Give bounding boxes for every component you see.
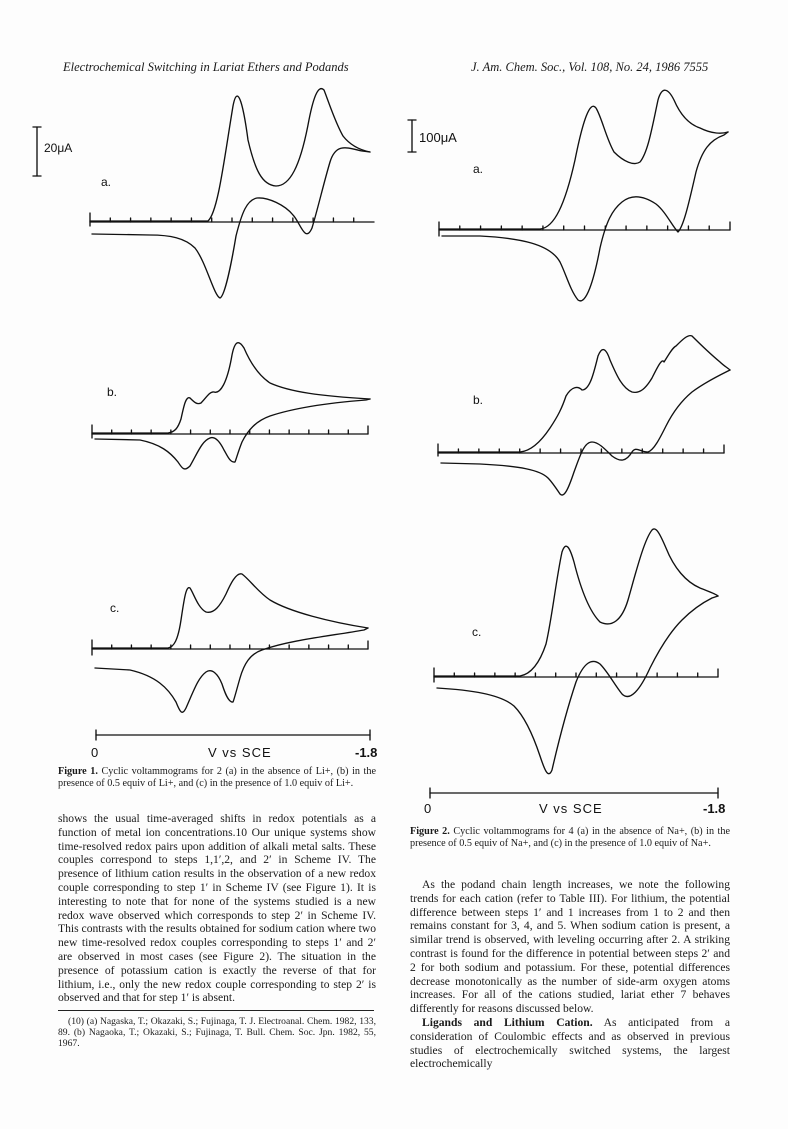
figure-1-panel-a-label: a. — [101, 175, 112, 189]
right-paragraph-1: As the podand chain length increases, we note the following trends for each cation (refer to Table III). For lithium, the potential difference between steps 1′ and 1 increases from 1 to 2 and then remains constant for 3, 4, and 5. When sodium cation is present, a similar trend is observed, with leveling occurring after 2. A striking contrast is found for the difference in potential between steps 2′ and 2 for both sodium and potassium. For these, potential differences decrease monotonically as the number of side-arm oxygen atoms increases. For all of the cations studied, lariat ether 7 behaves differently for reasons discussed below. — [410, 878, 730, 1016]
footnote-10: (10) (a) Nagaska, T.; Okazaki, S.; Fujinaga, T. J. Electroanal. Chem. 1982, 133, 89. (b) Nagaoka, T.; Okazaki, S.; Fujinaga, T. Bull. Chem. Soc. Jpn. 1982, 55, 1967. — [58, 1016, 376, 1049]
figure-1-caption — [58, 766, 376, 789]
figure-2-scale-bar — [408, 120, 457, 152]
figure-2-axis — [424, 788, 725, 816]
figure-2-panel-b-voltammogram — [438, 336, 730, 495]
left-column-text — [58, 812, 376, 1005]
figure-2-caption-text: Cyclic voltammograms for 4 (a) in the absence of Na+, (b) in the presence of 0.5 equiv of Na+, and (c) in the presence of 1.0 equiv of Na+. — [410, 826, 730, 849]
figure-2-caption-label: Figure 2. — [410, 826, 450, 837]
figure-2-panel-c-voltammogram — [434, 529, 718, 774]
figure-2-panel-b-label: b. — [473, 393, 484, 407]
figure-2-axis-end: -1.8 — [703, 801, 726, 816]
figure-1-caption-label: Figure 1. — [58, 766, 98, 777]
left-paragraph: shows the usual time-averaged shifts in redox potentials as a function of metal ion concentrations.10 Our unique systems show time-resolved redox pairs upon addition of alkali metal salts. These couples correspond to steps 1,1′,2, and 2′ in Scheme IV. The presence of lithium cation results in the observation of a new redox couple corresponding to step 1′ in Scheme IV (see Figure 1). It is interesting to note that for none of the systems studied is a new redox wave observed which corresponds to step 2′ in Scheme IV. This contrasts with the results obtained for sodium cation where two new time-resolved redox couples corresponding to steps 1′ and 2′ are observed in most cases (see Figure 2). The situation in the presence of potassium cation is exactly the reverse of that for lithium, i.e., only the new redox couple corresponding to step 2′ is observed and that for step 1′ is absent. — [58, 812, 376, 1005]
figure-2-caption — [410, 826, 730, 849]
figure-1-scale-label: 20μA — [44, 141, 73, 155]
figure-2-axis-start: 0 — [424, 801, 432, 816]
figure-2-scale-label: 100μA — [419, 130, 457, 145]
right-column-text — [410, 878, 730, 1071]
figure-1-axis-end: -1.8 — [355, 745, 378, 760]
figure-1-panel-b-label: b. — [107, 385, 118, 399]
footnote-divider — [58, 1010, 374, 1011]
figure-2-panel-a-label: a. — [473, 162, 484, 176]
figure-1-axis-start: 0 — [91, 745, 99, 760]
figure-1-axis-label: V vs SCE — [208, 745, 272, 760]
figure-2-panel-c-label: c. — [472, 625, 482, 639]
right-paragraph-2-text: As anticipated from a consideration of Coulombic effects and as observed in previous studies of electrochemically switched systems, the largest electrochemically — [410, 1015, 730, 1071]
section-heading-ligands-lithium: Ligands and Lithium Cation. — [422, 1015, 593, 1029]
figure-2-panel-a-voltammogram — [439, 90, 730, 301]
running-head-right: J. Am. Chem. Soc., Vol. 108, No. 24, 1986 7555 — [471, 60, 709, 74]
figure-1-caption-text: Cyclic voltammograms for 2 (a) in the absence of Li+, (b) in the presence of 0.5 equiv of Li+, and (c) in the presence of 1.0 equiv of Li+. — [58, 766, 377, 789]
figure-1-panel-c-label: c. — [110, 601, 120, 615]
right-paragraph-2 — [410, 1016, 730, 1071]
figure-2-axis-label: V vs SCE — [539, 801, 603, 816]
running-head-left: Electrochemical Switching in Lariat Ethers and Podands — [63, 60, 349, 74]
